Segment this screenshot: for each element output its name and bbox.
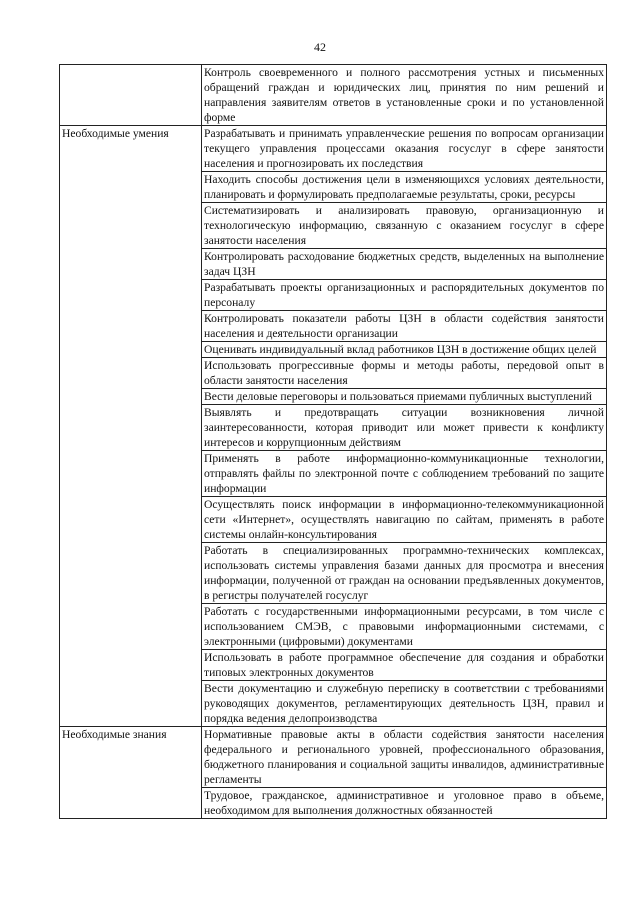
row-text: Выявлять и предотвращать ситуации возникновения личной заинтересованности, которая приводит или может привести к конфликту интересов и коррупционным действиям — [202, 405, 607, 451]
row-text: Находить способы достижения цели в изменяющихся условиях деятельности, планировать и формулировать предполагаемые результаты, сроки, ресурсы — [202, 172, 607, 203]
page-number: 42 — [314, 40, 326, 54]
row-text: Контролировать расходование бюджетных средств, выделенных на выполнение задач ЦЗН — [202, 249, 607, 280]
row-text: Разрабатывать проекты организационных и распорядительных документов по персоналу — [202, 280, 607, 311]
row-text: Вести деловые переговоры и пользоваться приемами публичных выступлений — [202, 389, 607, 405]
row-text: Разрабатывать и принимать управленческие решения по вопросам организации текущего управления процессами оказания госуслуг в сфере занятости населения и прогнозировать их последствия — [202, 126, 607, 172]
row-text: Контроль своевременного и полного рассмотрения устных и письменных обращений граждан и юридических лиц, принятия по ним решений и направления заявителям ответов в установленные сроки и по установленной форме — [202, 65, 607, 126]
row-text: Осуществлять поиск информации в информационно-телекоммуникационной сети «Интернет», осуществлять навигацию по сайтам, применять в работе системы онлайн-консультирования — [202, 497, 607, 543]
row-text: Применять в работе информационно-коммуникационные технологии, отправлять файлы по электронной почте с соблюдением требований по защите информации — [202, 451, 607, 497]
row-label: Необходимые умения — [60, 126, 202, 727]
requirements-table — [59, 64, 607, 819]
row-text: Использовать прогрессивные формы и методы работы, передовой опыт в области занятости населения — [202, 358, 607, 389]
table-row — [60, 727, 607, 788]
row-text: Нормативные правовые акты в области содействия занятости населения федерального и регионального уровней, профессионального образования, бюджетного планирования и социальной защиты инвалидов, административные регламенты — [202, 727, 607, 788]
row-text: Работать в специализированных программно-технических комплексах, использовать системы управления базами данных для просмотра и внесения информации, полученной от граждан на основании предъявленных документов, в регистры получателей госуслуг — [202, 543, 607, 604]
row-text: Работать с государственными информационными ресурсами, в том числе с использованием СМЭВ, с правовыми информационными системами, с электронными (цифровыми) документами — [202, 604, 607, 650]
row-text: Трудовое, гражданское, административное и уголовное право в объеме, необходимом для выполнения должностных обязанностей — [202, 788, 607, 819]
row-text: Систематизировать и анализировать правовую, организационную и технологическую информацию, связанную с оказанием госуслуг в сфере занятости населения — [202, 203, 607, 249]
row-text: Контролировать показатели работы ЦЗН в области содействия занятости населения и деятельности организации — [202, 311, 607, 342]
row-text: Вести документацию и служебную переписку в соответствии с требованиями руководящих документов, регламентирующих деятельность ЦЗН, правил и порядка ведения делопроизводства — [202, 681, 607, 727]
row-label: Необходимые знания — [60, 727, 202, 819]
row-text: Использовать в работе программное обеспечение для создания и обработки типовых электронных документов — [202, 650, 607, 681]
table-row — [60, 65, 607, 126]
row-label — [60, 65, 202, 126]
table-row — [60, 126, 607, 172]
table-body — [60, 65, 607, 819]
row-text: Оценивать индивидуальный вклад работников ЦЗН в достижение общих целей — [202, 342, 607, 358]
